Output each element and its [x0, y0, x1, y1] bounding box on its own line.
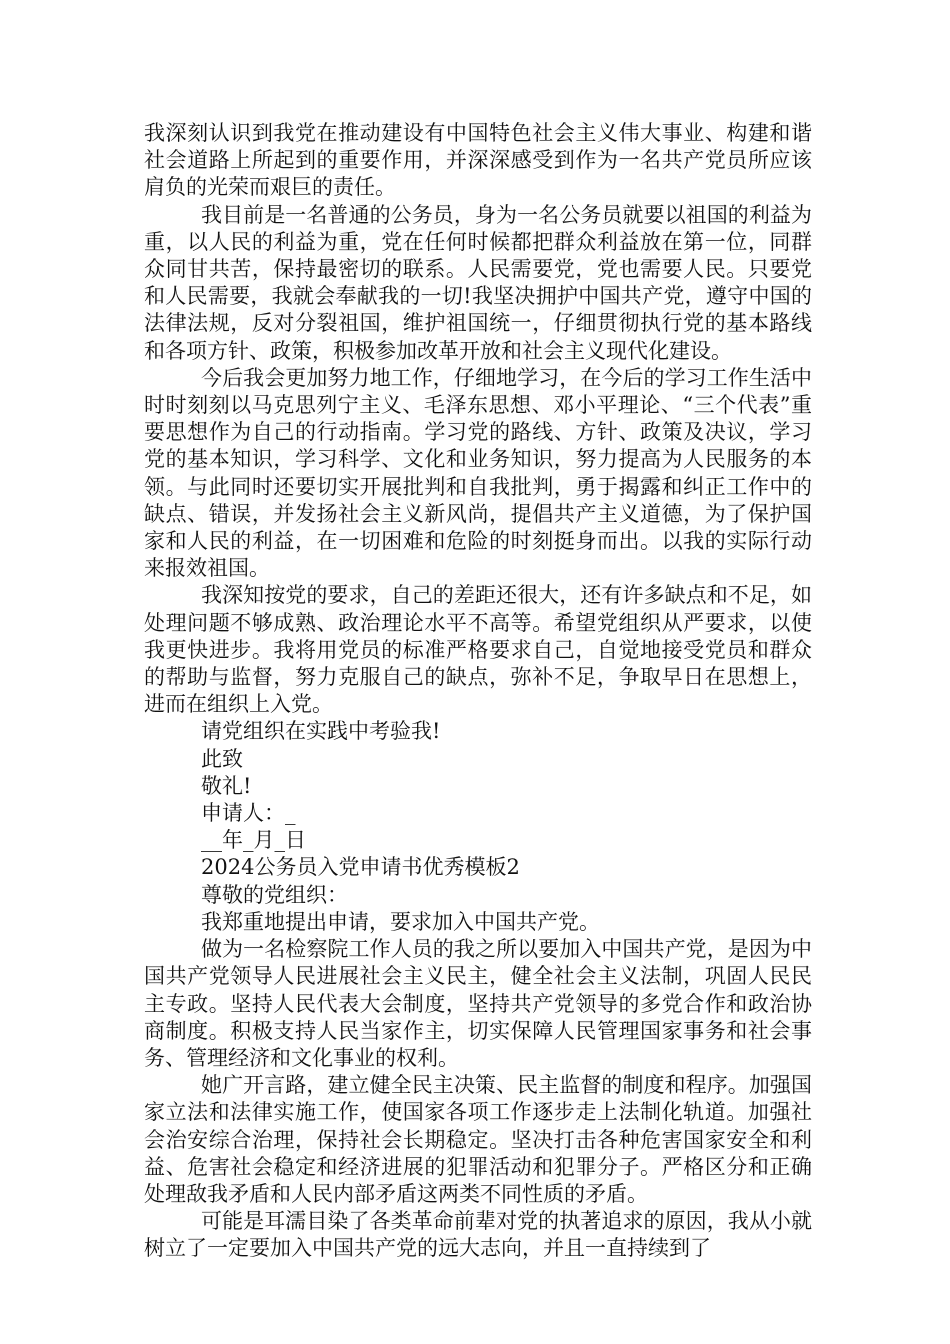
salutation-line: 此致	[201, 746, 243, 771]
body-paragraph: 她广开言路，建立健全民主决策、民主监督的制度和程序。加强国家立法和法律实施工作，使国家各项工作逐步走上法制化轨道。加强社会治安综合治理，保持社会长期稳定。坚决打击各种危害国家安全和利益、危害社会稳定和经济进展的犯罪活动和犯罪分子。严格区分和正确处理敌我矛盾和人民内部矛盾这两类不同性质的矛盾。	[144, 1073, 812, 1206]
document-page	[144, 120, 812, 1263]
body-paragraph: 今后我会更加努力地工作，仔细地学习，在今后的学习工作生活中时时刻刻以马克思列宁主义、毛泽东思想、邓小平理论、“三个代表”重要思想作为自己的行动指南。学习党的路线、方针、政策及决议，学习党的基本知识，学习科学、文化和业务知识，努力提高为人民服务的本领。与此同时还要切实开展批判和自我批判，勇于揭露和纠正工作中的缺点、错误，并发扬社会主义新风尚，提倡共产主义道德，为了保护国家和人民的利益，在一切困难和危险的时刻挺身而出。以我的实际行动来报效祖国。	[144, 365, 812, 581]
applicant-line: 申请人：_	[201, 801, 296, 826]
body-paragraph: 我郑重地提出申请，要求加入中国共产党。	[201, 909, 600, 934]
body-paragraph: 我目前是一名普通的公务员，身为一名公务员就要以祖国的利益为重，以人民的利益为重，党在任何时候都把群众利益放在第一位，同群众同甘共苦，保持最密切的联系。人民需要党，党也需要人民。只要党和人民需要，我就会奉献我的一切!我坚决拥护中国共产党，遵守中国的法律法规，反对分裂祖国，维护祖国统一，仔细贯彻执行党的基本路线和各项方针、政策，积极参加改革开放和社会主义现代化建设。	[144, 202, 812, 363]
section-title: 2024公务员入党申请书优秀模板2	[201, 855, 520, 880]
date-line: __年_月_日	[201, 828, 306, 853]
body-paragraph: 可能是耳濡目染了各类革命前辈对党的执著追求的原因，我从小就树立了一定要加入中国共产党的远大志向，并且一直持续到了	[144, 1209, 812, 1261]
closing-line: 请党组织在实践中考验我!	[201, 719, 441, 744]
body-paragraph: 做为一名检察院工作人员的我之所以要加入中国共产党，是因为中国共产党领导人民进展社会主义民主，健全社会主义法制，巩固人民民主专政。坚持人民代表大会制度，坚持共产党领导的多党合作和政治协商制度。积极支持人民当家作主，切实保障人民管理国家事务和社会事务、管理经济和文化事业的权利。	[144, 937, 812, 1070]
greeting-line: 尊敬的党组织：	[201, 882, 348, 907]
body-paragraph: 我深知按党的要求，自己的差距还很大，还有许多缺点和不足，如处理问题不够成熟、政治理论水平不高等。希望党组织从严要求，以使我更快进步。我将用党员的标准严格要求自己，自觉地接受党员和群众的帮助与监督，努力克服自己的缺点，弥补不足，争取早日在思想上，进而在组织上入党。	[144, 583, 812, 717]
salutation-line: 敬礼!	[201, 773, 252, 798]
body-paragraph: 我深刻认识到我党在推动建设有中国特色社会主义伟大事业、构建和谐社会道路上所起到的重要作用，并深深感受到作为一名共产党员所应该肩负的光荣而艰巨的责任。	[144, 121, 812, 200]
